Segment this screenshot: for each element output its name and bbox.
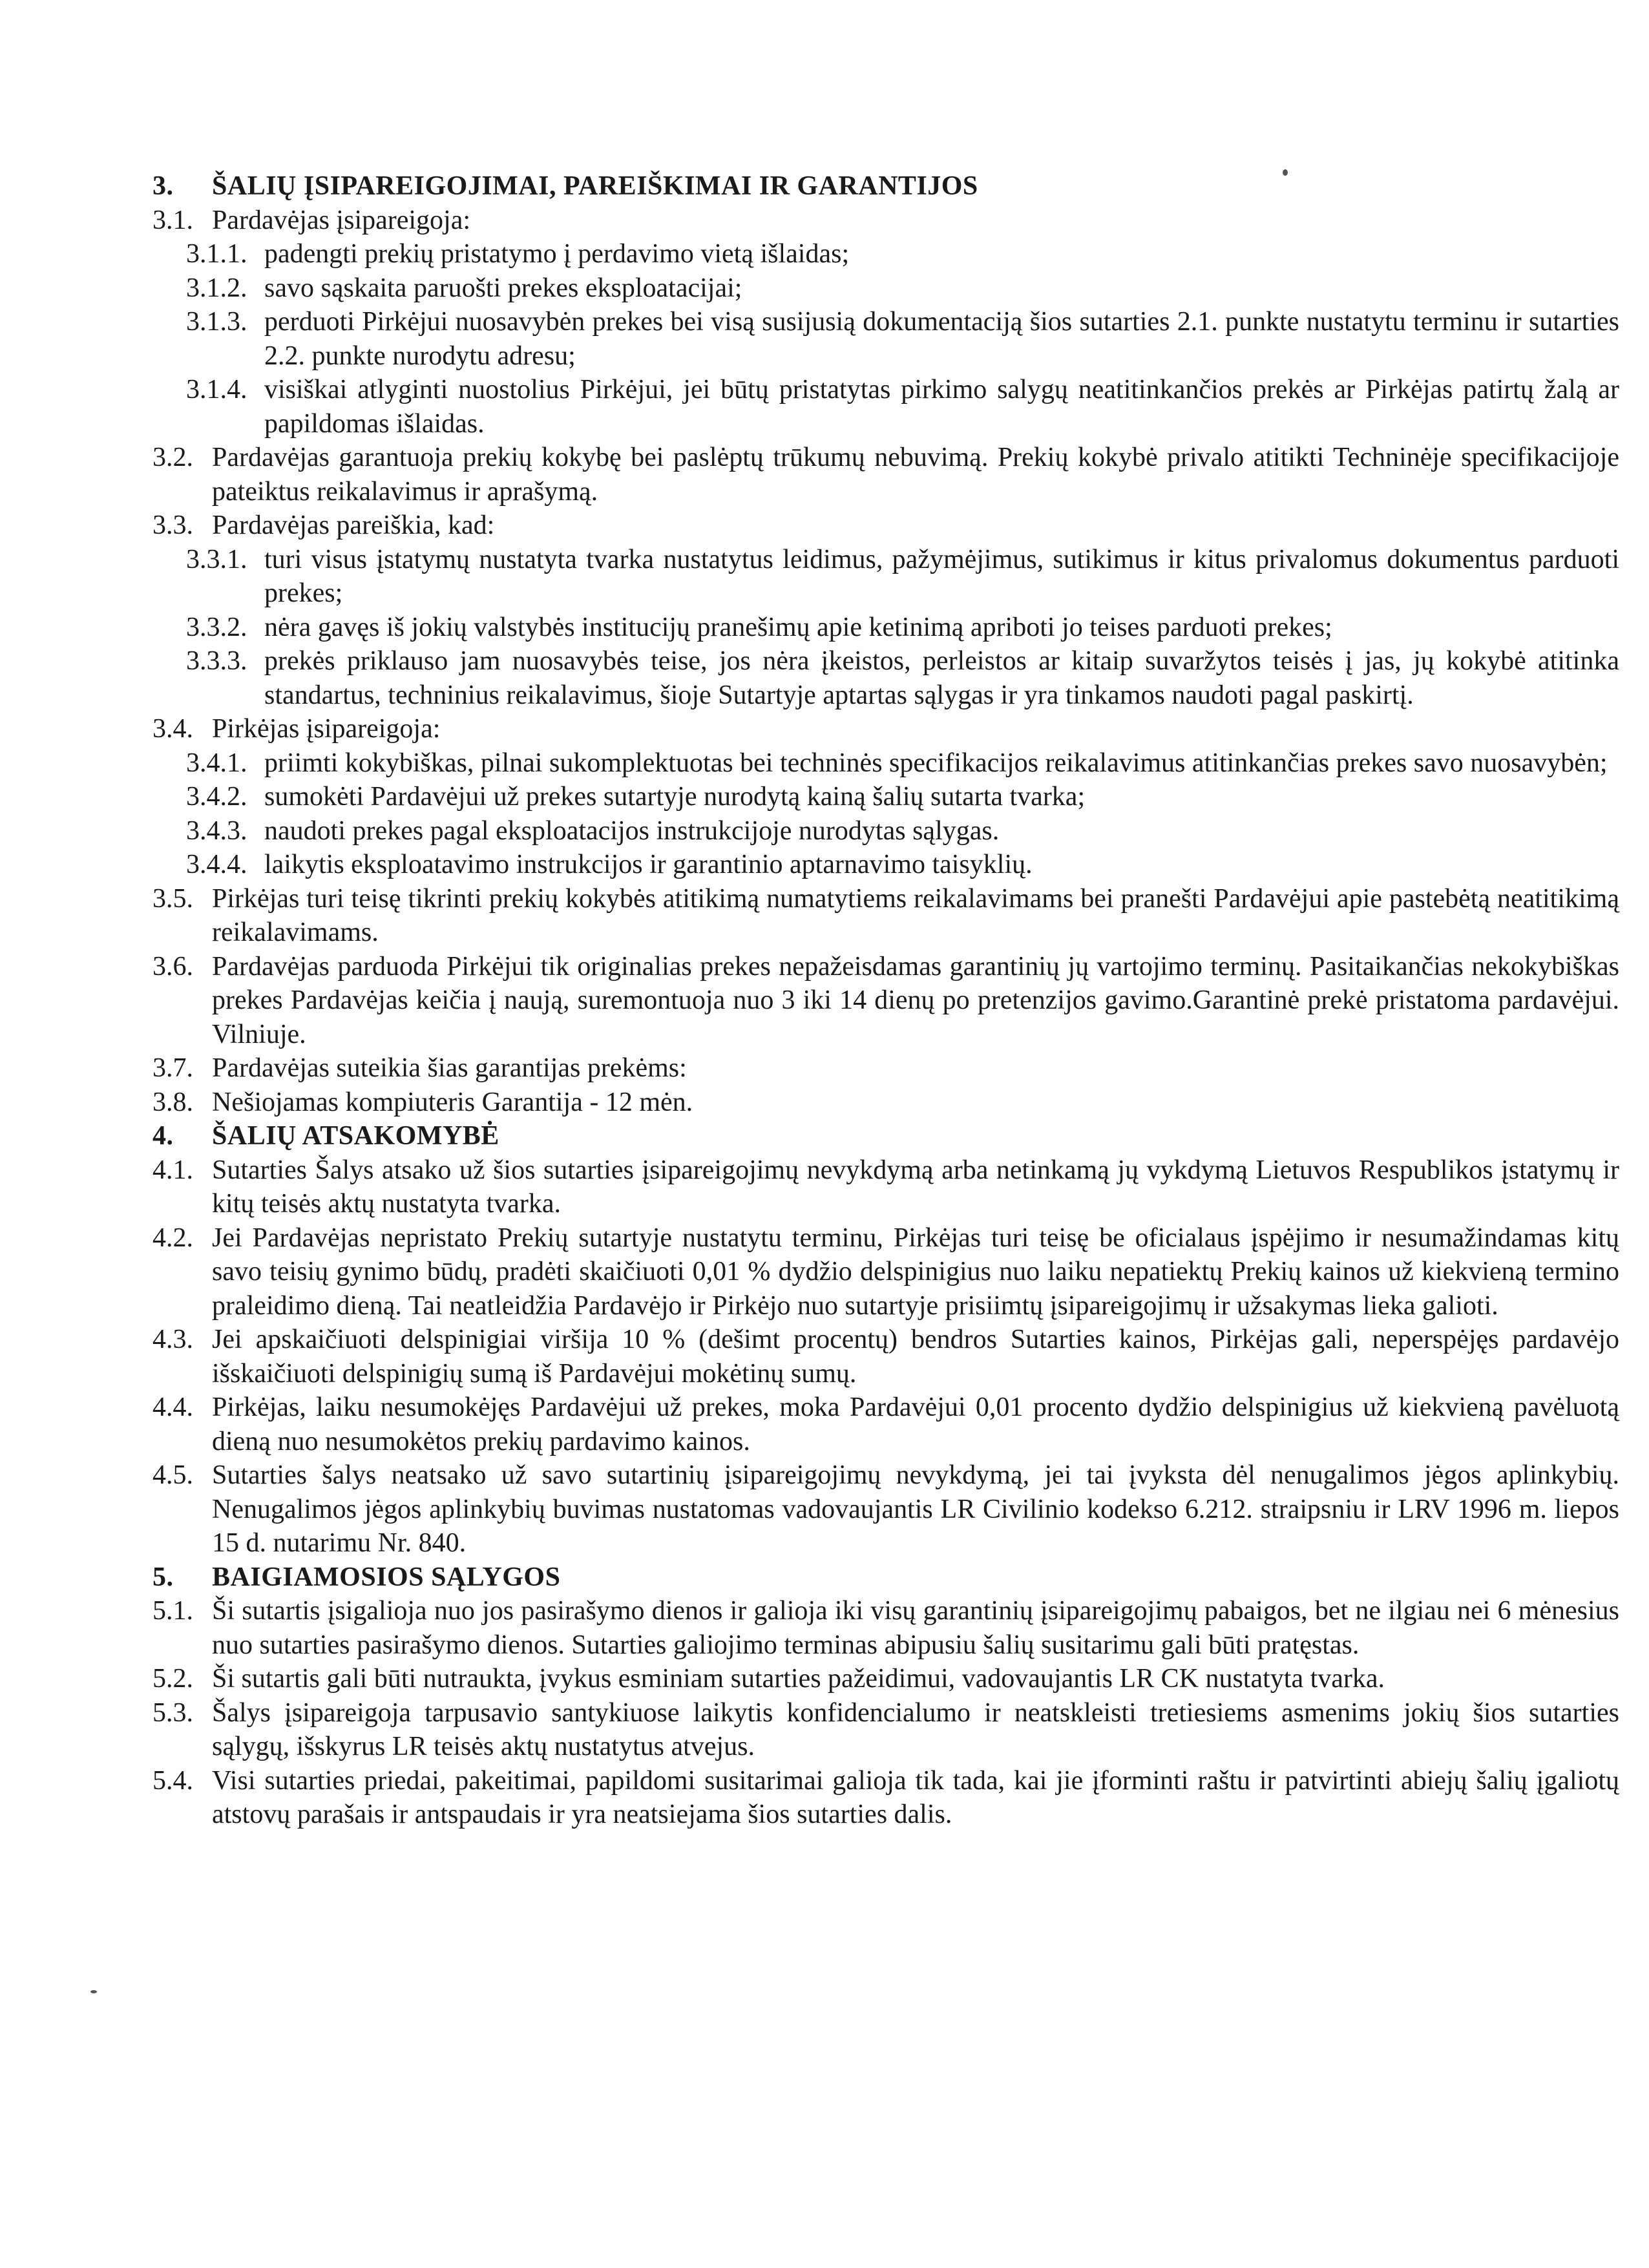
clause-text: Jei Pardavėjas nepristato Prekių sutartyje nustatytu terminu, Pirkėjas turi teisę be oficialaus įspėjimo ir nesumažindamas kitų savo teisių gynimo būdų, pradėti skaičiuoti 0,01 % dydžio delspinigius nuo laiku nepatiektų Prekių kainos už kiekvieną termino praleidimo dieną. Tai neatleidžia Pardavėjo ir Pirkėjo nuo sutartyje prisiimtų įsipareigojimų ir užsakymas lieka galioti. (212, 1223, 1619, 1321)
clause-text: padengti prekių pristatymo į perdavimo vietą išlaidas; (264, 239, 850, 269)
clause-number: 3.3. (152, 510, 193, 540)
clause (152, 611, 1619, 645)
clause-number: 3.4.3. (186, 815, 247, 846)
clause (152, 1696, 1619, 1764)
clause-text: Sutarties šalys neatsako už savo sutartinių įsipareigojimų nevykdymą, jei tai įvyksta dėl nenugalimos jėgos aplinkybių. Nenugalimos jėgos aplinkybių buvimas nustatomas vadovaujantis LR Civilinio kodekso 6.212. straipsniu ir LRV 1996 m. liepos 15 d. nutarimu Nr. 840. (212, 1460, 1619, 1558)
section-heading (152, 1119, 1619, 1153)
clause (152, 204, 1619, 238)
clause-text: visiškai atlyginti nuostolius Pirkėjui, jei būtų pristatytas pirkimo salygų neatitinkančios prekės ar Pirkėjas patirtų žalą ar papildomas išlaidas. (264, 375, 1619, 439)
clause-number: 3.1. (152, 205, 193, 235)
section-title: ŠALIŲ ĮSIPAREIGOJIMAI, PAREIŠKIMAI IR GARANTIJOS (212, 171, 978, 201)
clause-number: 3.2. (152, 443, 193, 472)
clause-number: 3.3.3. (186, 646, 247, 676)
clause (152, 373, 1619, 441)
section-heading (152, 169, 1619, 204)
clause-text: Pardavėjas pareiškia, kad: (212, 510, 495, 540)
clause-text: sumokėti Pardavėjui už prekes sutartyje nurodytą kainą šalių sutarta tvarka; (264, 782, 1086, 812)
clause-text: Ši sutartis įsigalioja nuo jos pasirašymo dienos ir galioja iki visų garantinių įsipareigojimų pabaigos, bet ne ilgiau nei 6 mėnesius nuo sutarties pasirašymo dienos. Sutarties galiojimo terminas abipusiu šalių susitarimu gali būti pratęstas. (212, 1596, 1619, 1660)
clause-number: 3.3.2. (186, 612, 247, 642)
clause-text: Sutarties Šalys atsako už šios sutarties įsipareigojimų nevykdymą arba netinkamą jų vykdymą Lietuvos Respublikos įstatymų ir kitų teisės aktų nustatyta tvarka. (212, 1155, 1619, 1219)
clause-number: 4.2. (152, 1223, 193, 1253)
clause-text: perduoti Pirkėjui nuosavybėn prekes bei visą susijusią dokumentaciją šios sutarties 2.1. punkte nustatytu terminu ir sutarties 2.2. punkte nurodytu adresu; (264, 307, 1619, 371)
section-title: BAIGIAMOSIOS SĄLYGOS (212, 1562, 561, 1592)
clause (152, 814, 1619, 848)
clause-number: 3.6. (152, 951, 193, 982)
clause-text: Ši sutartis gali būti nutraukta, įvykus esminiam sutarties pažeidimui, vadovaujantis LR CK nustatyta tvarka. (212, 1664, 1385, 1694)
clause-number: 3.4.4. (186, 850, 247, 879)
clause-text: Jei apskaičiuoti delspinigiai viršija 10 % (dešimt procentų) bendros Sutarties kainos, Pirkėjas gali, neperspėjęs pardavėjo išskaičiuoti delspinigių sumą iš Pardavėjui mokėtinų sumų. (212, 1325, 1619, 1389)
clause-text: prekės priklauso jam nuosavybės teise, jos nėra įkeistos, perleistos ar kitaip suvaržytos teisės į jas, jų kokybė atitinka standartus, techninius reikalavimus, šioje Sutartyje aptartas sąlygas ir yra tinkamos naudoti pagal paskirtį. (264, 646, 1619, 710)
clause (152, 543, 1619, 611)
clause-number: 3.3.1. (186, 544, 247, 574)
clause-number: 5.2. (152, 1664, 193, 1694)
clause-number: 5.3. (152, 1697, 193, 1728)
scan-speck (90, 1990, 97, 1993)
clause (152, 848, 1619, 882)
clause-number: 4.3. (152, 1325, 193, 1354)
clause-number: 3.8. (152, 1087, 193, 1117)
clause-text: Pardavėjas parduoda Pirkėjui tik originalias prekes nepažeisdamas garantinių jų vartojimo terminų. Pasitaikančias nekokybiškas prekes Pardavėjas keičia į naują, suremontuoja nuo 3 iki 14 dienų po pretenzijos gavimo.Garantinė prekė pristatoma pardavėjui. Vilniuje. (212, 951, 1619, 1049)
clause (152, 746, 1619, 781)
clause (152, 1594, 1619, 1662)
clause-number: 3.1.1. (186, 239, 247, 269)
clause-number: 3.4.2. (186, 782, 247, 812)
clause-number: 4.1. (152, 1155, 193, 1185)
clause (152, 1086, 1619, 1120)
clause (152, 441, 1619, 509)
clause (152, 305, 1619, 373)
contract-page (152, 169, 1619, 1832)
clause-text: Pirkėjas turi teisę tikrinti prekių kokybės atitikimą numatytiems reikalavimams bei pranešti Pardavėjui apie pastebėtą neatitikimą reikalavimams. (212, 883, 1619, 947)
clause-number: 3.5. (152, 883, 193, 914)
section-3 (152, 169, 1619, 1119)
clause (152, 950, 1619, 1052)
clause-text: savo sąskaita paruošti prekes eksploatacijai; (264, 273, 742, 303)
clause-text: Pirkėjas įsipareigoja: (212, 714, 441, 744)
clause-text: Visi sutarties priedai, pakeitimai, papildomi susitarimai galioja tik tada, kai jie įforminti raštu ir patvirtinti abiejų šalių įgaliotų atstovų parašais ir antspaudais ir yra neatsiejama šios sutarties dalis. (212, 1765, 1619, 1829)
clause-text: Pardavėjas garantuoja prekių kokybę bei paslėptų trūkumų nebuvimą. Prekių kokybė privalo atitikti Techninėje specifikacijoje pateiktus reikalavimus ir aprašymą. (212, 443, 1619, 507)
section-heading (152, 1560, 1619, 1595)
clause (152, 1662, 1619, 1696)
section-title: ŠALIŲ ATSAKOMYBĖ (212, 1121, 499, 1151)
clause (152, 1153, 1619, 1221)
clause-number: 4.4. (152, 1392, 193, 1422)
clause (152, 644, 1619, 712)
section-4 (152, 1119, 1619, 1560)
section-5 (152, 1560, 1619, 1832)
clause (152, 1323, 1619, 1391)
clause (152, 509, 1619, 543)
clause-number: 5.1. (152, 1596, 193, 1626)
clause (152, 1764, 1619, 1832)
clause-number: 3.4. (152, 714, 193, 744)
clause (152, 237, 1619, 271)
clause-number: 3.1.3. (186, 307, 247, 337)
clause-text: Pardavėjas suteikia šias garantijas prekėms: (212, 1053, 687, 1083)
clause-text: Pardavėjas įsipareigoja: (212, 205, 471, 235)
clause (152, 1391, 1619, 1458)
clause (152, 882, 1619, 950)
clause (152, 780, 1619, 814)
clause-number: 3.1.2. (186, 273, 247, 303)
clause (152, 1221, 1619, 1323)
section-number: 5. (152, 1562, 174, 1592)
clause-text: turi visus įstatymų nustatyta tvarka nustatytus leidimus, pažymėjimus, sutikimus ir kitus privalomus dokumentus parduoti prekes; (264, 544, 1619, 608)
scan-speck (1283, 169, 1288, 176)
clause-number: 5.4. (152, 1765, 193, 1796)
section-number: 3. (152, 171, 174, 201)
clause-text: Pirkėjas, laiku nesumokėjęs Pardavėjui už prekes, moka Pardavėjui 0,01 procento dydžio delspinigius už kiekvieną pavėluotą dieną nuo nesumokėtos prekių pardavimo kainos. (212, 1392, 1619, 1456)
clause-text: nėra gavęs iš jokių valstybės institucijų pranešimų apie ketinimą apriboti jo teises parduoti prekes; (264, 612, 1332, 642)
clause-text: Šalys įsipareigoja tarpusavio santykiuose laikytis konfidencialumo ir neatskleisti tretiesiems asmenims jokių šios sutarties sąlygų, išskyrus LR teisės aktų nustatytus atvejus. (212, 1697, 1619, 1761)
clause-number: 3.1.4. (186, 375, 247, 404)
clause-text: Nešiojamas kompiuteris Garantija - 12 mėn. (212, 1087, 693, 1117)
clause-number: 3.4.1. (186, 748, 247, 778)
clause-text: naudoti prekes pagal eksploatacijos instrukcijoje nurodytas sąlygas. (264, 815, 1000, 846)
clause (152, 271, 1619, 306)
clause (152, 1051, 1619, 1086)
clause-number: 4.5. (152, 1460, 193, 1490)
clause-number: 3.7. (152, 1053, 193, 1083)
section-number: 4. (152, 1121, 174, 1151)
clause (152, 1458, 1619, 1560)
clause-text: laikytis eksploatavimo instrukcijos ir garantinio aptarnavimo taisyklių. (264, 850, 1033, 879)
clause-text: priimti kokybiškas, pilnai sukomplektuotas bei techninės specifikacijos reikalavimus atitinkančias prekes savo nuosavybėn; (264, 748, 1608, 778)
clause (152, 712, 1619, 746)
